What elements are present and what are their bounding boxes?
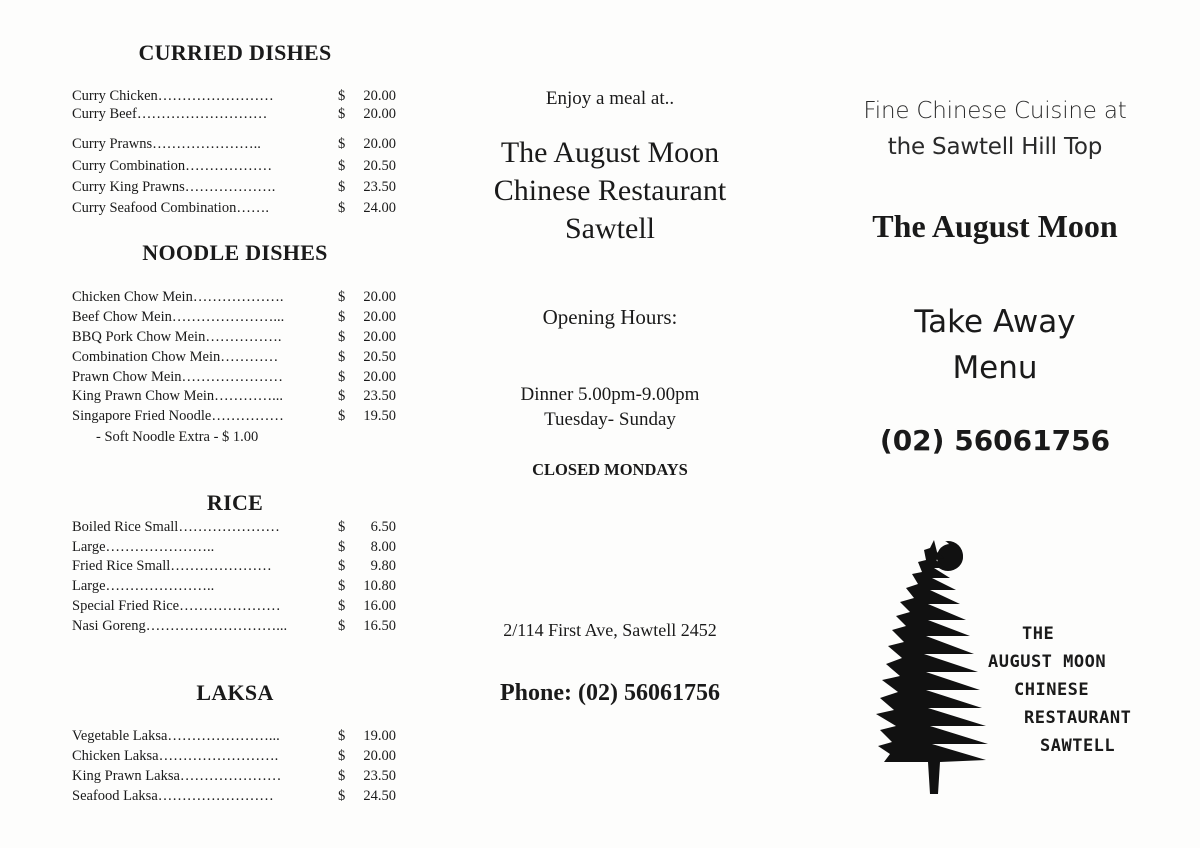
logo-line-the: THE: [1022, 624, 1055, 644]
menu-item-name: King Prawn Chow Mein…………...: [72, 388, 284, 404]
menu-item-price: 20.00: [363, 88, 396, 104]
menu-item-price: 23.50: [363, 768, 396, 784]
menu-item-price: 9.80: [370, 558, 396, 574]
menu-item-price: 19.00: [363, 728, 396, 744]
menu-item-name: Seafood Laksa……………………: [72, 788, 274, 804]
tagline-line-2: the Sawtell Hill Top: [887, 134, 1103, 160]
menu-item-name: BBQ Pork Chow Mein…………….: [72, 329, 282, 345]
menu-item-currency: $: [338, 309, 346, 325]
tagline-line-1: Fine Chinese Cuisine at: [863, 98, 1127, 124]
enjoy-text: Enjoy a meal at..: [545, 88, 675, 109]
menu-item-name: Curry Chicken……………………: [72, 88, 274, 104]
menu-item-currency: $: [338, 618, 346, 634]
take-away-text: Take Away: [914, 304, 1076, 340]
menu-item-price: 20.50: [363, 349, 396, 365]
menu-item-price: 16.00: [363, 598, 396, 614]
restaurant-name-line-1: The August Moon: [500, 136, 720, 169]
menu-item-currency: $: [338, 349, 346, 365]
menu-item-currency: $: [338, 539, 346, 555]
menu-item-name: Prawn Chow Mein…………………: [72, 369, 284, 385]
menu-item-row: [72, 386, 402, 406]
cover-title: The August Moon: [872, 208, 1118, 244]
menu-item-currency: $: [338, 136, 346, 152]
menu-item-name: Vegetable Laksa…………………...: [72, 728, 280, 744]
menu-item-row: [72, 156, 402, 176]
menu-text: Menu: [952, 350, 1038, 386]
restaurant-name-line-3: Sawtell: [565, 212, 655, 245]
menu-item-row: [72, 367, 402, 387]
menu-item-name: Curry Seafood Combination…….: [72, 200, 269, 216]
menu-item-price: 19.50: [363, 408, 396, 424]
address-text: 2/114 First Ave, Sawtell 2452: [503, 620, 717, 640]
menu-item-currency: $: [338, 388, 346, 404]
menu-item-currency: $: [338, 748, 346, 764]
menu-item-currency: $: [338, 558, 346, 574]
menu-item-row: [72, 576, 402, 596]
menu-item-row: [72, 307, 402, 327]
menu-item-price: 8.00: [370, 539, 396, 555]
menu-item-price: 20.00: [363, 309, 396, 325]
menu-item-row: [72, 616, 402, 636]
menu-item-name: Curry King Prawns……………….: [72, 179, 276, 195]
menu-item-price: 20.00: [363, 136, 396, 152]
opening-hours-line-2: Tuesday- Sunday: [544, 409, 676, 430]
opening-hours-title: Opening Hours:: [542, 305, 678, 329]
menu-item-currency: $: [338, 158, 346, 174]
menu-item-currency: $: [338, 408, 346, 424]
menu-item-price: 20.00: [363, 106, 396, 122]
menu-item-row: [72, 726, 402, 746]
menu-item-currency: $: [338, 200, 346, 216]
menu-item-currency: $: [338, 369, 346, 385]
menu-item-name: Special Fried Rice…………………: [72, 598, 281, 614]
menu-item-row: [72, 327, 402, 347]
logo-line-chinese: CHINESE: [1014, 680, 1090, 700]
menu-item-price: 24.50: [363, 788, 396, 804]
menu-item-price: 23.50: [363, 179, 396, 195]
menu-item-currency: $: [338, 598, 346, 614]
menu-item-currency: $: [338, 106, 346, 122]
menu-item-name: Chicken Laksa…………………….: [72, 748, 279, 764]
soft-noodle-extra-note: - Soft Noodle Extra - $ 1.00: [96, 429, 259, 445]
cover-phone: (02) 56061756: [879, 424, 1111, 457]
menu-item-row: [72, 347, 402, 367]
menu-item-name: Chicken Chow Mein……………….: [72, 289, 284, 305]
logo-text: [970, 620, 1150, 760]
menu-item-currency: $: [338, 179, 346, 195]
menu-item-row: [72, 766, 402, 786]
phone-text: Phone: (02) 56061756: [500, 680, 720, 706]
menu-item-name: Curry Beef………………………: [72, 106, 268, 122]
menu-item-currency: $: [338, 788, 346, 804]
logo-line-restaurant: RESTAURANT: [1024, 708, 1132, 728]
menu-item-row: [72, 596, 402, 616]
menu-item-price: 24.00: [363, 200, 396, 216]
menu-item-row: [72, 786, 402, 806]
logo-line-sawtell: SAWTELL: [1040, 736, 1116, 756]
noodle-dishes-heading: NOODLE DISHES: [142, 240, 328, 265]
menu-item-row: [72, 134, 402, 154]
info-panel: [440, 0, 800, 848]
laksa-heading: LAKSA: [196, 680, 274, 705]
menu-item-currency: $: [338, 728, 346, 744]
menu-item-price: 20.00: [363, 748, 396, 764]
menu-item-name: Singapore Fried Noodle……………: [72, 408, 284, 424]
menu-item-price: 23.50: [363, 388, 396, 404]
menu-item-currency: $: [338, 768, 346, 784]
opening-hours-line-1: Dinner 5.00pm-9.00pm: [520, 384, 700, 405]
menu-item-name: Beef Chow Mein…………………...: [72, 309, 285, 325]
menu-item-name: Curry Combination………………: [72, 158, 273, 174]
menu-item-name: Boiled Rice Small…………………: [72, 519, 280, 535]
menu-item-currency: $: [338, 329, 346, 345]
restaurant-name-line-2: Chinese Restaurant: [493, 174, 727, 207]
closed-mondays-text: CLOSED MONDAYS: [532, 460, 688, 479]
menu-item-currency: $: [338, 519, 346, 535]
menu-item-row: [72, 287, 402, 307]
menu-item-price: 6.50: [370, 519, 396, 535]
menu-item-name: Curry Prawns…………………..: [72, 136, 261, 152]
menu-item-currency: $: [338, 88, 346, 104]
menu-item-currency: $: [338, 289, 346, 305]
menu-item-name: Nasi Goreng………………………...: [72, 618, 288, 634]
menu-item-row: [72, 746, 402, 766]
menu-item-row: [72, 198, 402, 218]
menu-item-row: [72, 104, 402, 124]
menu-item-price: 10.80: [363, 578, 396, 594]
menu-item-row: [72, 517, 402, 537]
menu-item-currency: $: [338, 578, 346, 594]
menu-item-name: Fried Rice Small…………………: [72, 558, 272, 574]
menu-item-price: 20.00: [363, 289, 396, 305]
menu-item-name: Large…………………..: [72, 539, 215, 555]
menu-item-row: [72, 537, 402, 557]
menu-item-row: [72, 86, 402, 106]
menu-item-price: 20.00: [363, 329, 396, 345]
menu-item-name: King Prawn Laksa…………………: [72, 768, 282, 784]
menu-item-row: [72, 556, 402, 576]
menu-item-row: [72, 406, 402, 426]
rice-heading: RICE: [206, 490, 264, 515]
menu-item-price: 20.00: [363, 369, 396, 385]
menu-item-price: 16.50: [363, 618, 396, 634]
menu-item-name: Large…………………..: [72, 578, 215, 594]
menu-items-panel: [0, 0, 440, 848]
menu-item-name: Combination Chow Mein…………: [72, 349, 279, 365]
cover-panel: [800, 0, 1200, 848]
menu-item-price: 20.50: [363, 158, 396, 174]
curried-dishes-heading: CURRIED DISHES: [138, 40, 332, 65]
menu-item-row: [72, 177, 402, 197]
logo-line-august-moon: AUGUST MOON: [988, 652, 1107, 672]
